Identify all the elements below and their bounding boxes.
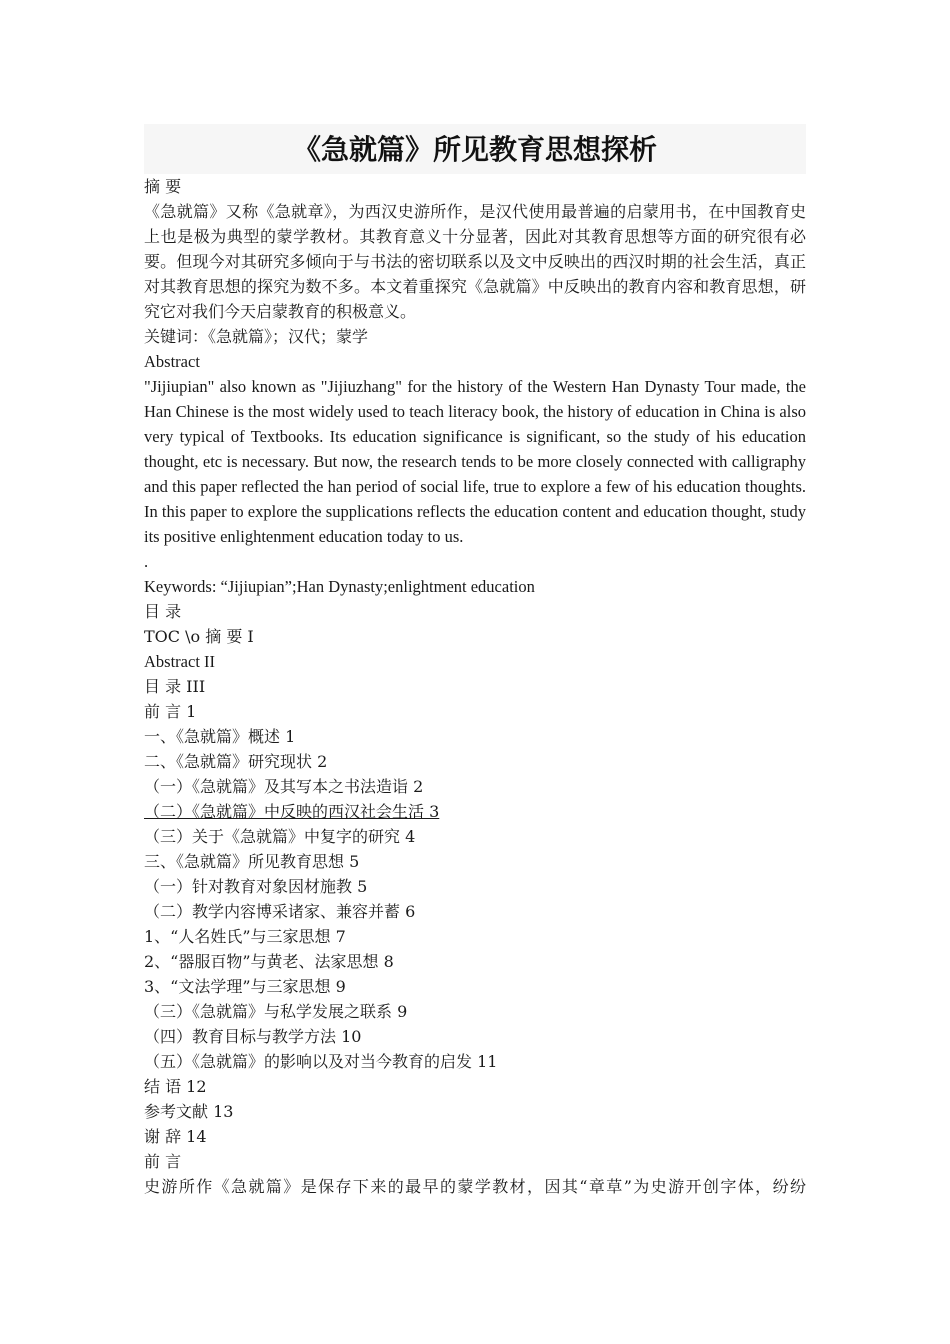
preface-first-line: 史游所作《急就篇》是保存下来的最早的蒙学教材，因其“章草”为史游开创字体，纷纷 bbox=[144, 1177, 806, 1196]
toc-item: 3、“文法学理”与三家思想 9 bbox=[144, 977, 346, 996]
toc-item: （三）关于《急就篇》中复字的研究 4 bbox=[144, 827, 416, 846]
toc-item bbox=[144, 799, 806, 824]
toc-item: 二、《急就篇》研究现状 2 bbox=[144, 752, 328, 771]
toc-item: Abstract II bbox=[144, 652, 216, 671]
toc-item: 结 语 12 bbox=[144, 1077, 207, 1096]
toc-item: 参考文献 13 bbox=[144, 1102, 234, 1121]
abstract-en-dot: . bbox=[144, 552, 149, 571]
abstract-en-heading: Abstract bbox=[144, 352, 200, 371]
toc-item: （四）教育目标与教学方法 10 bbox=[144, 1027, 362, 1046]
toc-item: （五）《急就篇》的影响以及对当今教育的启发 11 bbox=[144, 1052, 498, 1071]
toc-item: （一）针对教育对象因材施教 5 bbox=[144, 877, 368, 896]
abstract-en-body: "Jijiupian" also known as "Jijiuzhang" for the history of the Western Han Dynasty Tour made, the Han Chinese is the most widely used to teach literacy book, the history of education in China is also very typical of Textbooks. Its education significance is significant, so the study of his education thought, etc is necessary. But now, the research tends to be more closely connected with calligraphy and this paper reflected the han period of social life, true to explore a few of his education thoughts. In this paper to explore the supplications reflects the education content and education thought, study its positive enlightenment education today to us. bbox=[144, 377, 806, 546]
toc-item: 谢 辞 14 bbox=[144, 1127, 207, 1146]
document-title: 《急就篇》所见教育思想探析 bbox=[144, 124, 806, 174]
toc-item: 1、“人名姓氏”与三家思想 7 bbox=[144, 927, 346, 946]
toc-item: （二）教学内容博采诸家、兼容并蓄 6 bbox=[144, 902, 416, 921]
abstract-cn-keywords: 关键词：《急就篇》；汉代；蒙学 bbox=[144, 327, 369, 346]
toc-item: （一）《急就篇》及其写本之书法造诣 2 bbox=[144, 777, 424, 796]
toc-item: 2、“器服百物”与黄老、法家思想 8 bbox=[144, 952, 394, 971]
abstract-cn-body: 《急就篇》又称《急就章》，为西汉史游所作，是汉代使用最普遍的启蒙用书，在中国教育史上也是极为典型的蒙学教材。其教育意义十分显著，因此对其教育思想等方面的研究很有必要。但现今对其研究多倾向于与书法的密切联系以及文中反映出的西汉时期的社会生活，真正对其教育思想的探究为数不多。本文着重探究《急就篇》中反映出的教育内容和教育思想，研究它对我们今天启蒙教育的积极意义。 bbox=[144, 202, 806, 321]
abstract-cn-heading: 摘 要 bbox=[144, 177, 182, 196]
document-page bbox=[144, 124, 806, 1199]
toc-field-code: TOC \o 摘 要 I bbox=[144, 627, 254, 646]
toc-item: （三）《急就篇》与私学发展之联系 9 bbox=[144, 1002, 408, 1021]
toc-item: 三、《急就篇》所见教育思想 5 bbox=[144, 852, 360, 871]
toc-heading: 目 录 bbox=[144, 602, 182, 621]
toc-item: 前 言 1 bbox=[144, 702, 197, 721]
abstract-en-keywords: Keywords: “Jijiupian”;Han Dynasty;enlightment education bbox=[144, 577, 535, 596]
toc-item-link[interactable]: （二）《急就篇》中反映的西汉社会生活 3 bbox=[144, 802, 440, 821]
toc-item: 目 录 III bbox=[144, 677, 206, 696]
preface-heading: 前 言 bbox=[144, 1152, 182, 1171]
toc-item: 一、《急就篇》概述 1 bbox=[144, 727, 296, 746]
